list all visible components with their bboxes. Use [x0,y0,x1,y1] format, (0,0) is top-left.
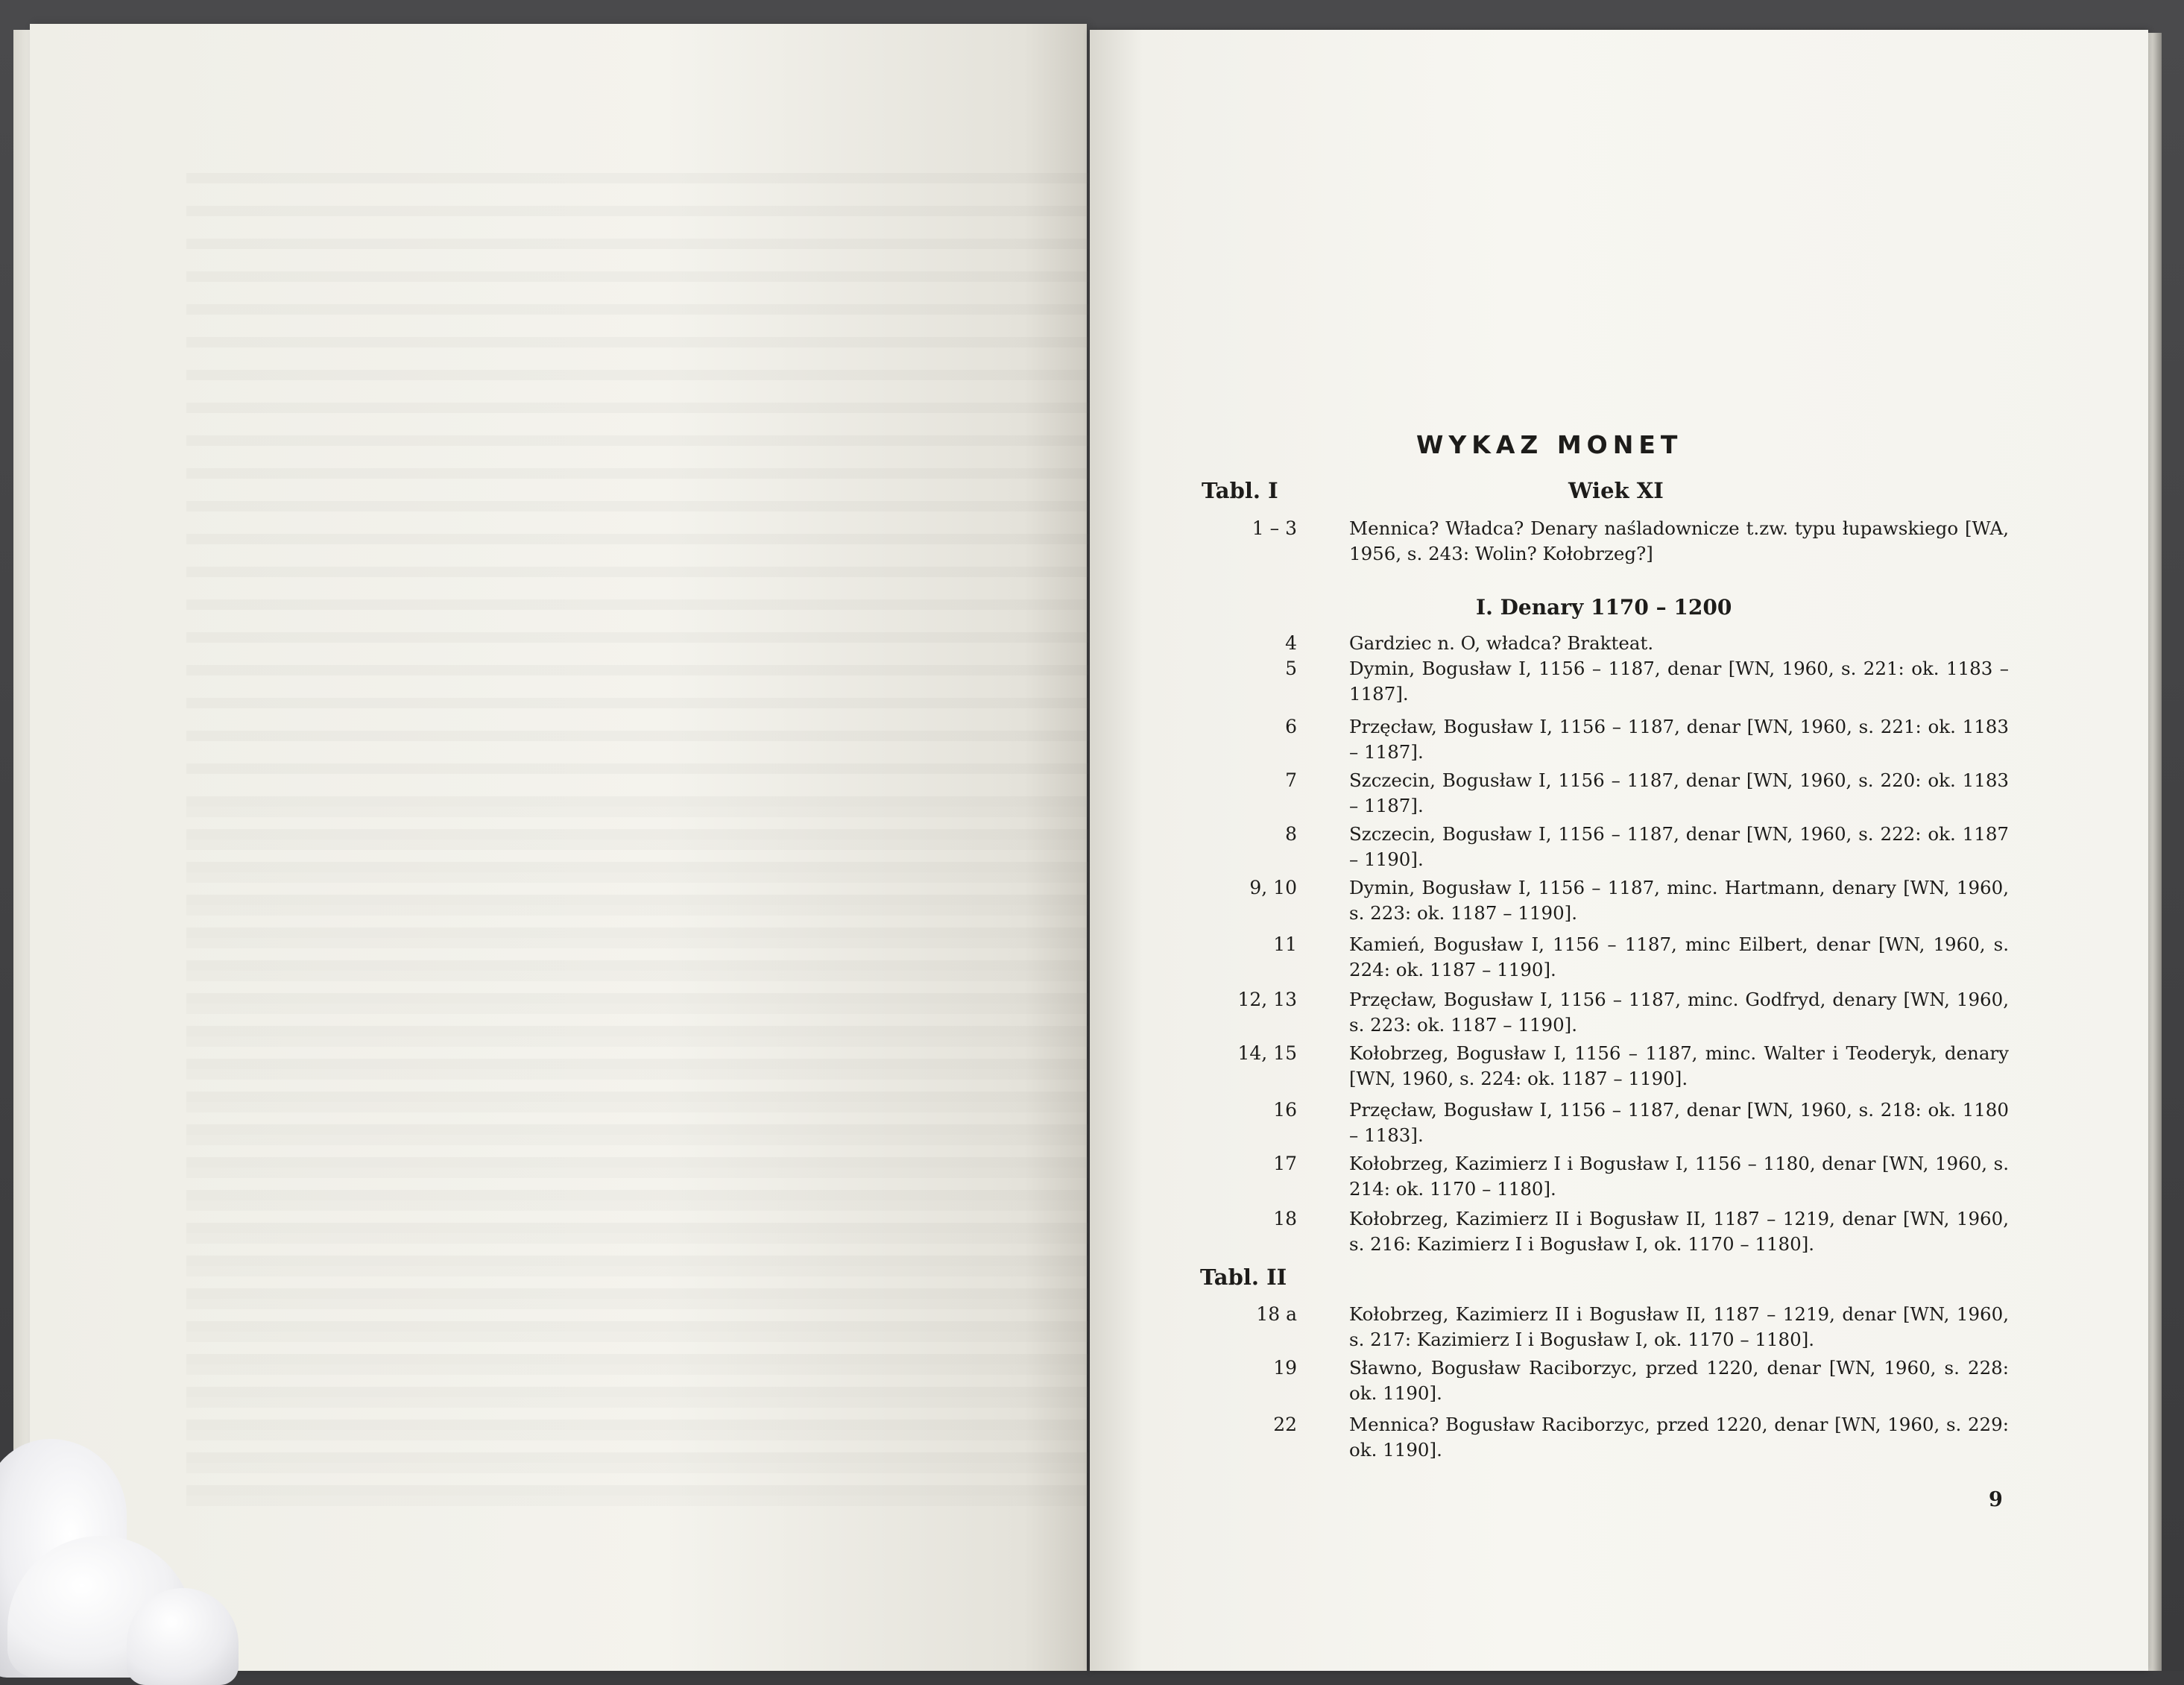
coin-entry: Dymin, Bogusław I, 1156 – 1187, denar [WN, 1960, s. 221: ok. 1183 – 1187]. [1349,658,2009,705]
century-heading: Wiek XI [1568,478,1664,503]
coin-entry: Kamień, Bogusław I, 1156 – 1187, minc Eilbert, denar [WN, 1960, s. 224: ok. 1187 – 1190]. [1349,933,2009,980]
entry-number: 1 – 3 [1252,517,1297,539]
page-heading: WYKAZ MONET [1416,430,1683,459]
entry-number: 6 [1285,716,1297,737]
coin-entry: Przęcław, Bogusław I, 1156 – 1187, denar [WN, 1960, s. 221: ok. 1183 – 1187]. [1349,716,2009,763]
page-number: 9 [1989,1488,2003,1511]
coin-entry: Mennica? Władca? Denary naśladownicze t.zw. typu łupawskiego [WA, 1956, s. 243: Wolin? Kołobrzeg?] [1349,517,2009,564]
coin-entry: Szczecin, Bogusław I, 1156 – 1187, denar [WN, 1960, s. 220: ok. 1183 – 1187]. [1349,769,2009,816]
coin-entry: Przęcław, Bogusław I, 1156 – 1187, minc. Godfryd, denary [WN, 1960, s. 223: ok. 1187 – 1190]. [1349,989,2009,1036]
section-heading: I. Denary 1170 – 1200 [1476,595,1732,620]
table-label: Tabl. II [1200,1264,1287,1290]
entry-number: 18 a [1256,1303,1297,1325]
entry-number: 9, 10 [1249,877,1297,898]
coin-entry: Mennica? Bogusław Raciborzyc, przed 1220, denar [WN, 1960, s. 229: ok. 1190]. [1349,1414,2009,1461]
coin-entry: Sławno, Bogusław Raciborzyc, przed 1220, denar [WN, 1960, s. 228: ok. 1190]. [1349,1357,2009,1404]
coin-entry: Kołobrzeg, Kazimierz I i Bogusław I, 1156 – 1180, denar [WN, 1960, s. 214: ok. 1170 – 1180]. [1349,1153,2009,1200]
entry-number: 8 [1285,823,1297,845]
table-label: Tabl. I [1202,478,1278,503]
gloved-hand [0,1409,246,1671]
entry-number: 7 [1285,769,1297,791]
entry-number: 4 [1285,632,1297,654]
entry-number: 19 [1273,1357,1297,1379]
entry-number: 22 [1273,1414,1297,1435]
entry-number: 5 [1285,658,1297,679]
entry-number: 16 [1273,1099,1297,1121]
coin-entry: Szczecin, Bogusław I, 1156 – 1187, denar [WN, 1960, s. 222: ok. 1187 – 1190]. [1349,823,2009,870]
entry-number: 14, 15 [1237,1042,1297,1064]
bleed-through-text-lower [186,807,1088,1515]
entry-number: 12, 13 [1237,989,1297,1010]
entry-number: 18 [1273,1208,1297,1229]
coin-entry: Kołobrzeg, Kazimierz II i Bogusław II, 1187 – 1219, denar [WN, 1960, s. 217: Kazimierz I i Bogusław I, ok. 1170 – 1180]. [1349,1303,2009,1350]
coin-entry: Kołobrzeg, Bogusław I, 1156 – 1187, minc. Walter i Teoderyk, denary [WN, 1960, s. 224: ok. 1187 – 1190]. [1349,1042,2009,1089]
coin-entry: Dymin, Bogusław I, 1156 – 1187, minc. Hartmann, denary [WN, 1960, s. 223: ok. 1187 – 1190]. [1349,877,2009,924]
coin-entry: Kołobrzeg, Kazimierz II i Bogusław II, 1187 – 1219, denar [WN, 1960, s. 216: Kazimierz I i Bogusław I, ok. 1170 – 1180]. [1349,1208,2009,1255]
coin-entry: Gardziec n. O, władca? Brakteat. [1349,632,1654,654]
entry-number: 17 [1273,1153,1297,1174]
entry-number: 11 [1273,933,1297,955]
coin-entry: Przęcław, Bogusław I, 1156 – 1187, denar [WN, 1960, s. 218: ok. 1180 – 1183]. [1349,1099,2009,1146]
